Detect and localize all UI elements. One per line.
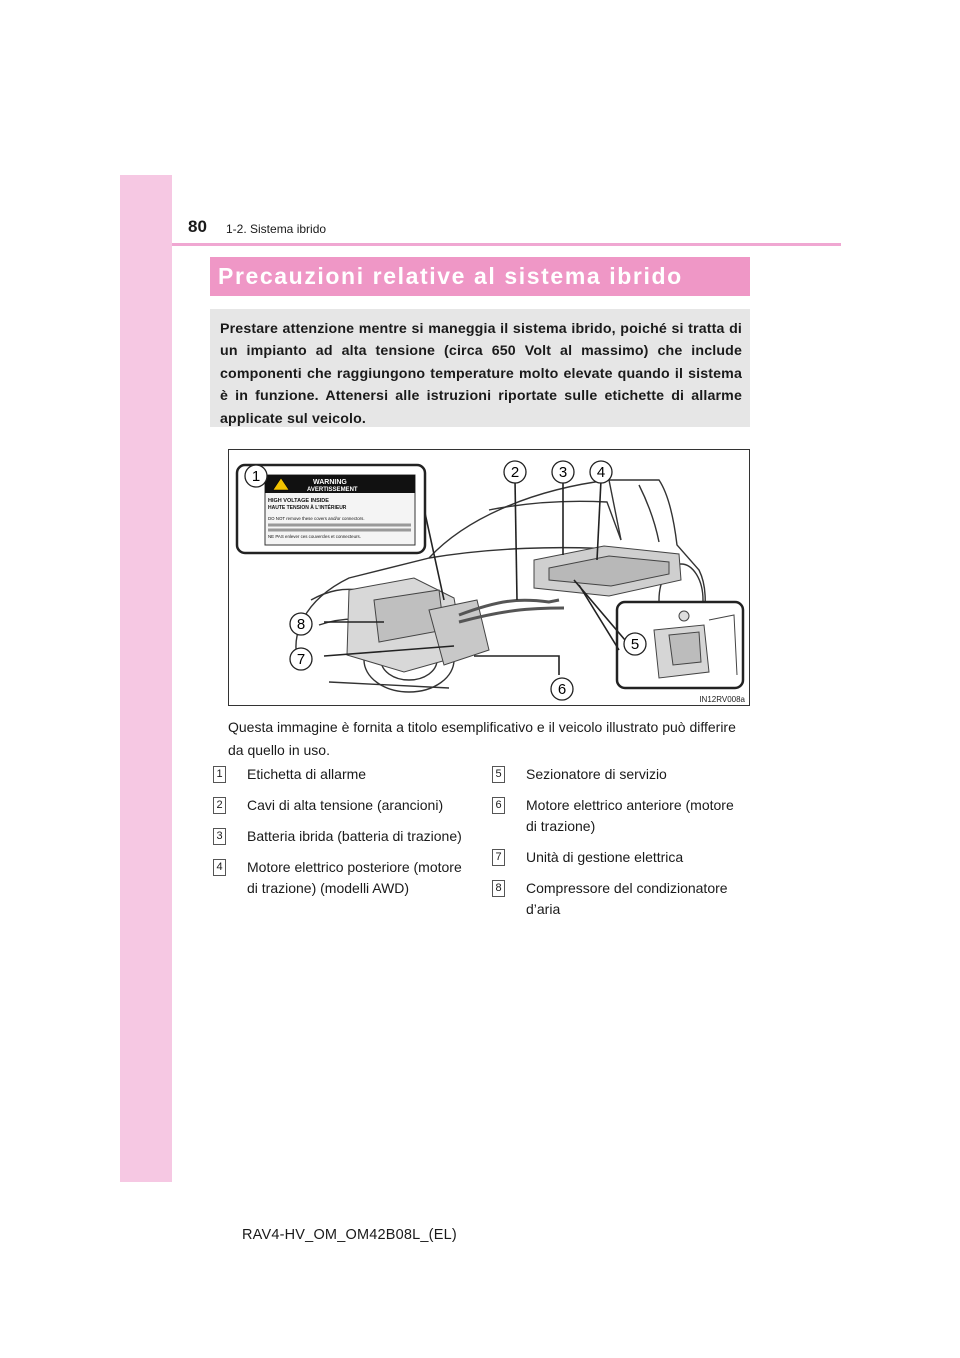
vehicle-diagram-svg <box>229 450 750 706</box>
legend-number-8: 8 <box>492 880 505 897</box>
intro-box <box>210 309 750 427</box>
legend-item-3 <box>213 826 469 847</box>
legend-text-1: Etichetta di allarme <box>247 766 367 782</box>
legend-text-4: Motore elettrico posteriore (motore di trazione) (modelli AWD) <box>247 859 462 896</box>
callout-6 <box>551 678 573 700</box>
intro-text: Prestare attenzione mentre si maneggia il sistema ibrido, poiché si tratta di un impianto ad alta tensione (circa 650 Volt al massimo) che include componenti che raggiungono temperature molto elevate quando il sistema è in funzione. Attenersi alle istruzioni riportate sulle etichette di allarme applicate sul veicolo. <box>220 321 742 427</box>
callout-6-label: 6 <box>557 681 567 698</box>
figure-code: IN12RV008a <box>699 695 745 704</box>
callout-2-label: 2 <box>510 464 520 481</box>
callout-1 <box>245 465 267 487</box>
callout-1-label: 1 <box>251 468 261 485</box>
legend-number-1: 1 <box>213 766 226 783</box>
legend-item-8 <box>492 878 748 920</box>
legend-item-6 <box>492 795 748 837</box>
legend-item-1 <box>213 764 469 785</box>
page-number: 80 <box>188 217 207 236</box>
legend-number-2: 2 <box>213 797 226 814</box>
warning-label-line6: NE PAS enlever ces couvercles et connecteurs. <box>268 534 361 539</box>
legend-number-3: 3 <box>213 828 226 845</box>
manual-code-footer: RAV4-HV_OM_OM42B08L_(EL) <box>242 1227 457 1243</box>
warning-label-line1: WARNING <box>313 479 347 486</box>
page-title: Precauzioni relative al sistema ibrido <box>218 263 683 289</box>
callout-8-label: 8 <box>296 616 306 633</box>
legend-text-7: Unità di gestione elettrica <box>526 849 684 865</box>
engine-block <box>347 578 489 672</box>
figure-caption: Questa immagine è fornita a titolo esemplificativo e il veicolo illustrato può differire da quello in uso. <box>228 719 736 758</box>
vehicle-illustration <box>228 449 750 706</box>
callout-4 <box>590 461 612 483</box>
battery-pack <box>534 546 681 596</box>
callout-5-label: 5 <box>630 636 640 653</box>
legend-item-2 <box>213 795 469 816</box>
legend-text-6: Motore elettrico anteriore (motore di trazione) <box>526 797 734 834</box>
callout-3-label: 3 <box>558 464 568 481</box>
legend-text-5: Sezionatore di servizio <box>526 766 667 782</box>
warning-label-line4: HAUTE TENSION À L'INTÉRIEUR <box>268 505 347 511</box>
callout-7 <box>290 648 312 670</box>
warning-label-line5: DO NOT remove these covers and/or connectors. <box>268 516 365 521</box>
legend-item-7 <box>492 847 748 868</box>
callout-5 <box>624 633 646 655</box>
callout-7-label: 7 <box>296 651 306 668</box>
legend-number-4: 4 <box>213 859 226 876</box>
legend-number-6: 6 <box>492 797 505 814</box>
legend-left-column <box>213 764 469 909</box>
chapter-tab-band <box>120 175 172 1182</box>
callout-3 <box>552 461 574 483</box>
header-divider <box>172 243 841 246</box>
legend-number-7: 7 <box>492 849 505 866</box>
legend-number-5: 5 <box>492 766 505 783</box>
section-title-bar <box>210 257 750 296</box>
legend-text-2: Cavi di alta tensione (arancioni) <box>247 797 444 813</box>
legend-text-8: Compressore del condizionatore d’aria <box>526 880 728 917</box>
callout-2 <box>504 461 526 483</box>
legend-item-5 <box>492 764 748 785</box>
warning-label-line2: AVERTISSEMENT <box>307 487 358 493</box>
callout-8 <box>290 613 312 635</box>
callout-4-label: 4 <box>596 464 606 481</box>
section-breadcrumb: 1-2. Sistema ibrido <box>226 222 327 236</box>
warning-label-line3: HIGH VOLTAGE INSIDE <box>268 498 329 504</box>
legend-right-column <box>492 764 748 930</box>
legend-text-3: Batteria ibrida (batteria di trazione) <box>247 828 462 844</box>
legend-item-4 <box>213 857 469 899</box>
